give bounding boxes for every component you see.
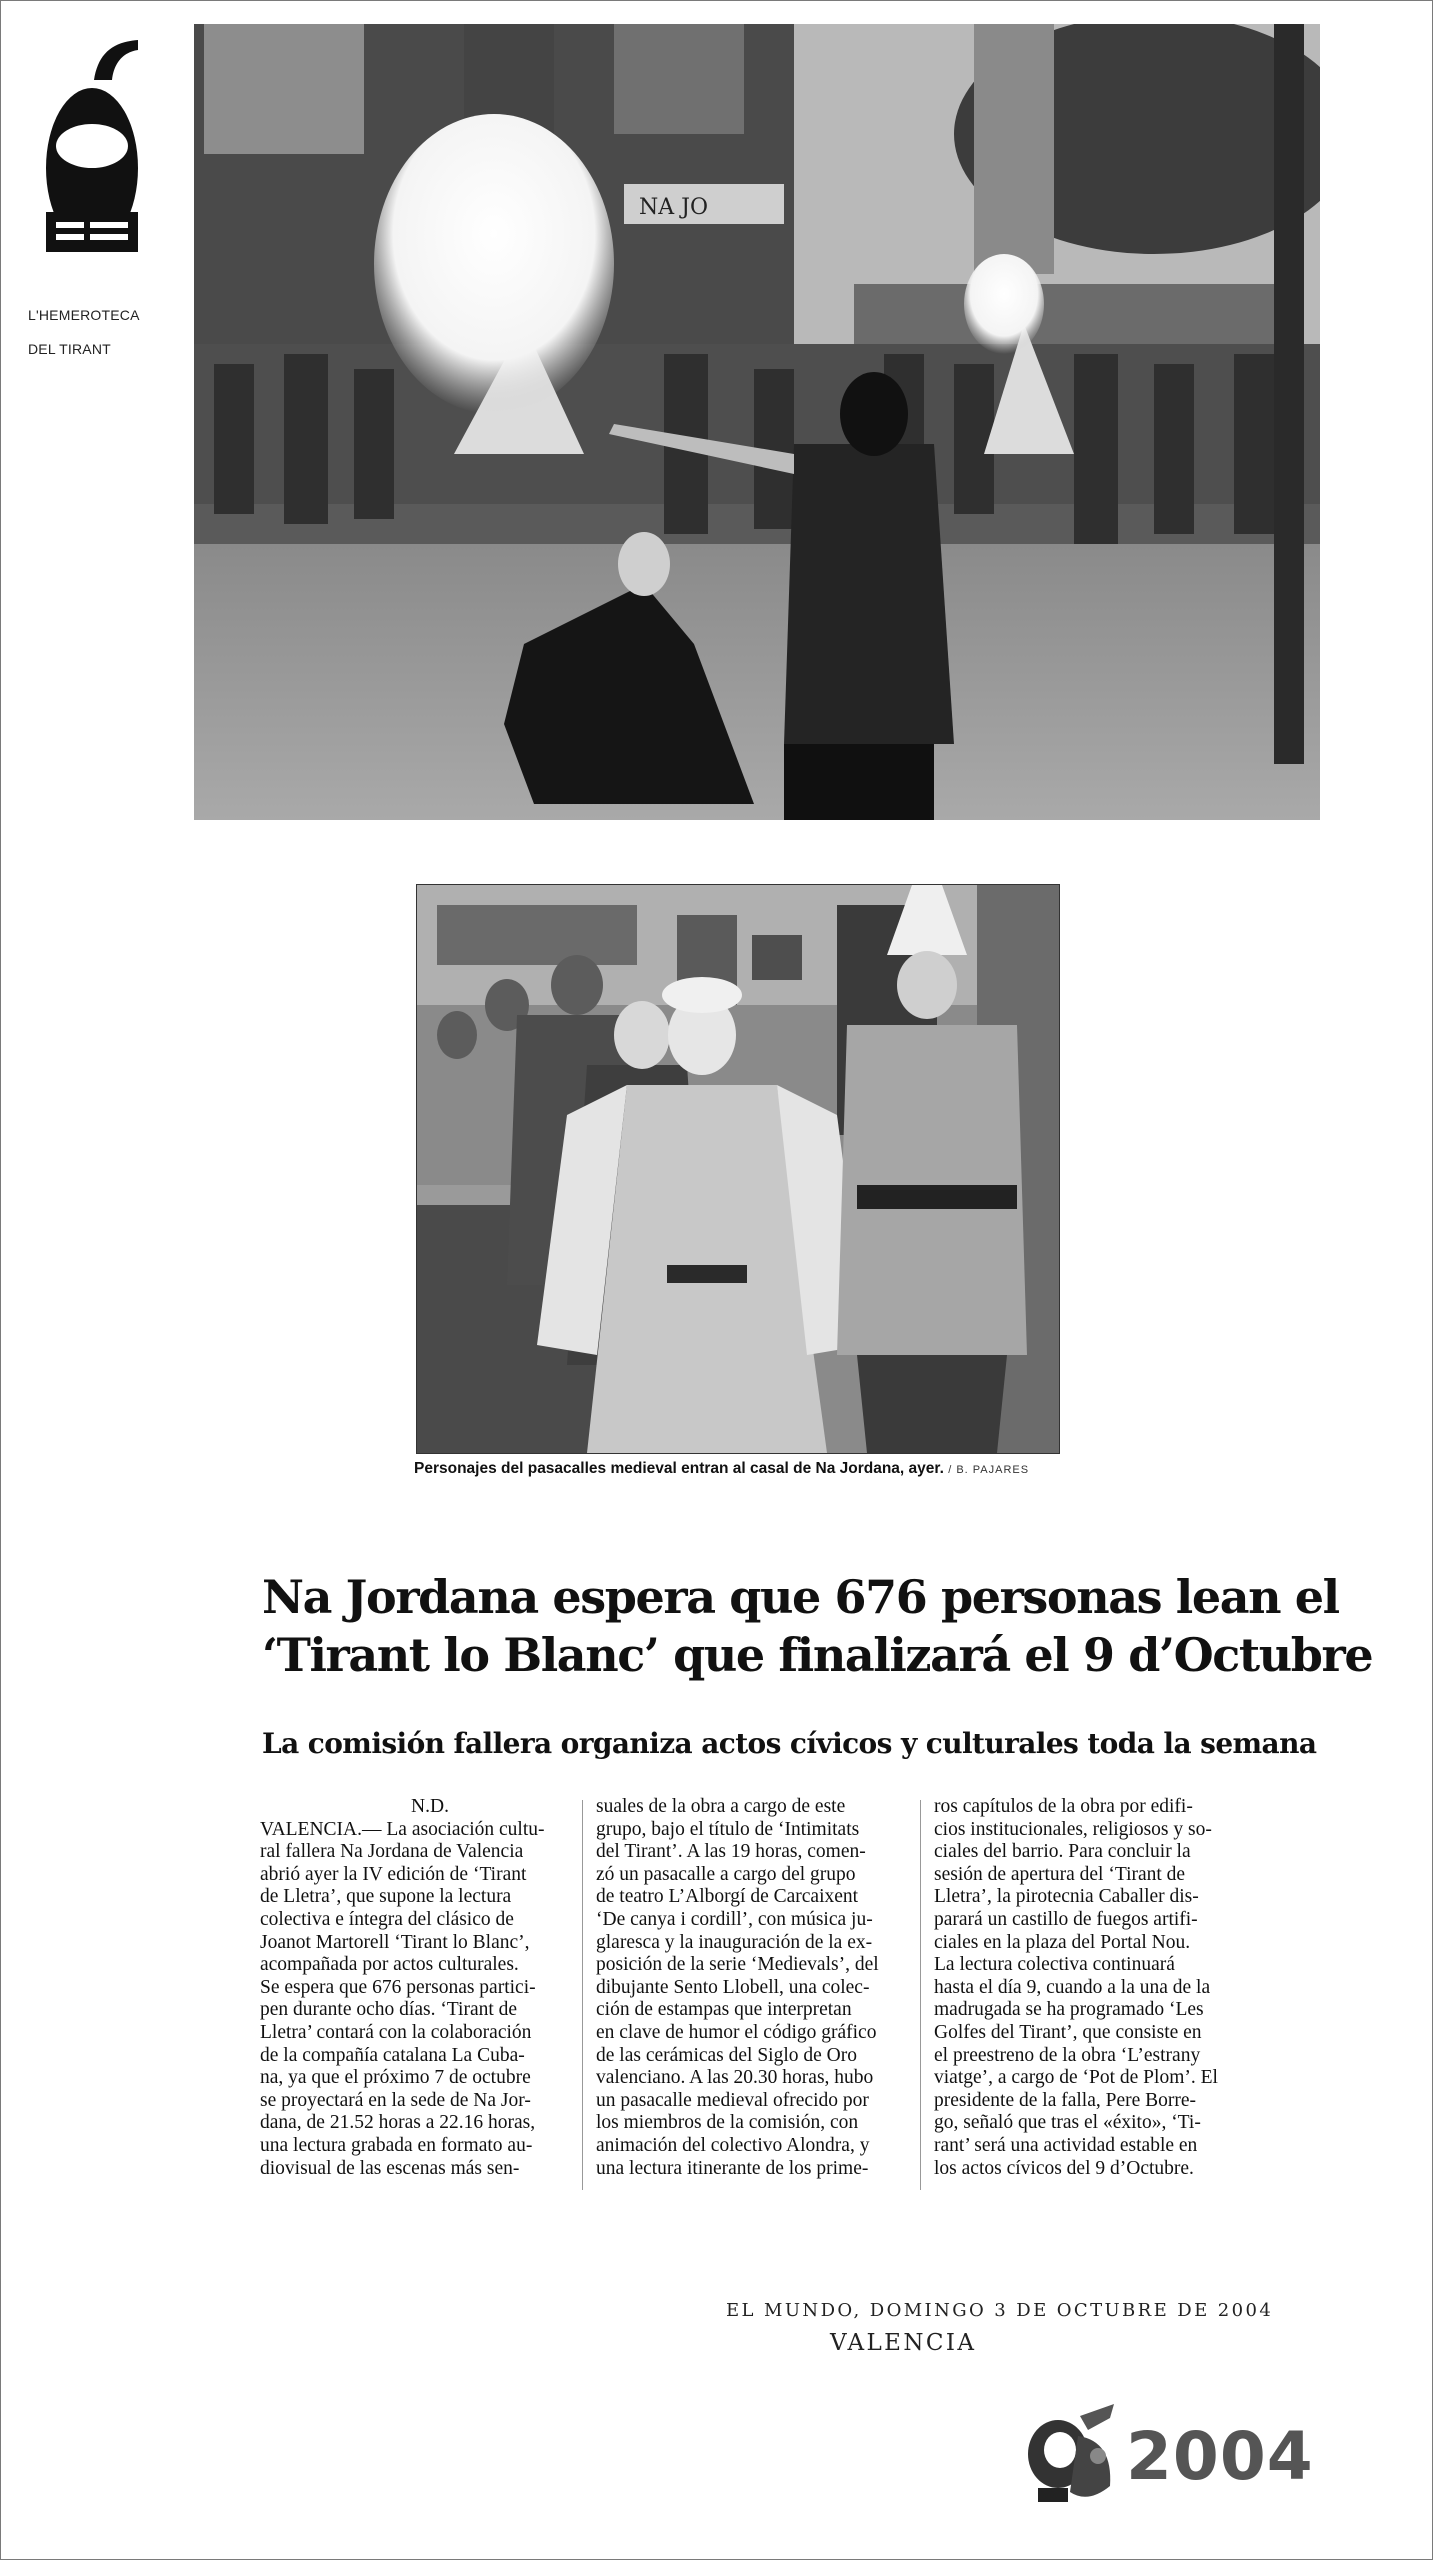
- article-column-3: [934, 1796, 1246, 2180]
- article-headline: [262, 1568, 1373, 1684]
- column-3-line: go, señaló que tras el «éxito», ‘Ti-: [934, 2112, 1201, 2134]
- column-divider: [920, 1800, 921, 2190]
- headline-line-1: Na Jordana espera que 676 personas lean el: [262, 1570, 1339, 1624]
- column-3-line: hasta el día 9, cuando a la una de la: [934, 1976, 1211, 1998]
- publication-section: VALENCIA: [830, 2330, 977, 2356]
- column-divider: [582, 1800, 583, 2190]
- column-3-line: rant’ será una actividad estable en: [934, 2134, 1198, 2156]
- column-1-line: Joanot Martorell ‘Tirant lo Blanc’,: [260, 1931, 530, 1953]
- column-1-line: colectiva e íntegra del clásico de: [260, 1908, 514, 1930]
- column-2-line: valenciano. A las 20.30 horas, hubo: [596, 2067, 874, 2089]
- column-1-line: una lectura grabada en formato au-: [260, 2134, 533, 2156]
- logo-line-1: L'HEMEROTECA: [28, 307, 140, 323]
- column-2-line: posición de la serie ‘Medievals’, del: [596, 1954, 879, 1976]
- tirant-knight-emblem-icon: [1018, 2396, 1128, 2510]
- logo-line-2: DEL TIRANT: [28, 341, 111, 357]
- article-column-1: [260, 1796, 570, 2180]
- column-2-line: de las cerámicas del Siglo de Oro: [596, 2044, 857, 2066]
- column-1-line: acompañada por actos culturales.: [260, 1954, 519, 1976]
- hemeroteca-logo: [28, 36, 168, 358]
- column-3-line: ciales en la plaza del Portal Nou.: [934, 1931, 1191, 1953]
- column-2-line: zó un pasacalle a cargo del grupo: [596, 1863, 856, 1885]
- column-1-line: Se espera que 676 personas partici-: [260, 1976, 536, 1998]
- column-3-line: los actos cívicos del 9 d’Octubre.: [934, 2157, 1194, 2179]
- column-1-line: se proyectará en la sede de Na Jor-: [260, 2089, 531, 2111]
- column-3-line: cios institucionales, religiosos y so-: [934, 1818, 1212, 1840]
- column-2-line: suales de la obra a cargo de este: [596, 1796, 846, 1817]
- storefront-sign: NA JO: [639, 195, 708, 220]
- column-1-line: de Lletra’, que supone la lectura: [260, 1886, 512, 1908]
- fire-juggler-photo: [194, 24, 1320, 820]
- column-3-line: ros capítulos de la obra por edifi-: [934, 1796, 1193, 1817]
- column-3-line: el preestreno de la obra ‘L’estrany: [934, 2044, 1201, 2066]
- column-2-line: los miembros de la comisión, con: [596, 2112, 859, 2134]
- column-1-line: ral fallera Na Jordana de Valencia: [260, 1841, 524, 1863]
- column-3-line: La lectura colectiva continuará: [934, 1954, 1175, 1976]
- headline-line-2: ‘Tirant lo Blanc’ que finalizará el 9 d’Octubre: [262, 1628, 1373, 1682]
- column-1-line: na, ya que el próximo 7 de octubre: [260, 2067, 531, 2089]
- column-3-line: Lletra’, la pirotecnia Caballer dis-: [934, 1886, 1199, 1908]
- column-1-line: de la compañía catalana La Cuba-: [260, 2044, 525, 2066]
- column-3-line: parará un castillo de fuegos artifi-: [934, 1908, 1198, 1930]
- article-byline: N.D.: [411, 1796, 449, 1817]
- column-2-line: una lectura itinerante de los prime-: [596, 2157, 869, 2179]
- publication-date: EL MUNDO, DOMINGO 3 DE OCTUBRE DE 2004: [726, 2300, 1274, 2321]
- column-3-line: ciales del barrio. Para concluir la: [934, 1841, 1191, 1863]
- column-1-line: Lletra’ contará con la colaboración: [260, 2021, 532, 2043]
- column-3-line: madrugada se ha programado ‘Les: [934, 1999, 1204, 2021]
- column-2-line: un pasacalle medieval ofrecido por: [596, 2089, 869, 2111]
- year-label: 2004: [1126, 2418, 1314, 2495]
- article-column-2: [596, 1796, 908, 2180]
- column-2-line: grupo, bajo el título de ‘Intimitats: [596, 1818, 860, 1840]
- column-3-line: viatge’, a cargo de ‘Pot de Plom’. El: [934, 2067, 1218, 2089]
- column-2-line: ‘De canya i cordill’, con música ju-: [596, 1908, 873, 1930]
- column-2-line: del Tirant’. A las 19 horas, comen-: [596, 1841, 866, 1863]
- column-3-line: presidente de la falla, Pere Borre-: [934, 2089, 1197, 2111]
- photo-caption: [414, 1460, 1074, 1478]
- column-1-line: diovisual de las escenas más sen-: [260, 2157, 520, 2179]
- article-subheadline: La comisión fallera organiza actos cívicos y culturales toda la semana: [262, 1727, 1317, 1760]
- column-1-line: dana, de 21.52 horas a 22.16 horas,: [260, 2112, 536, 2134]
- column-2-line: en clave de humor el código gráfico: [596, 2021, 877, 2043]
- column-2-line: animación del colectivo Alondra, y: [596, 2134, 870, 2156]
- photo-credit: / B. PAJARES: [948, 1464, 1030, 1476]
- column-2-line: de teatro L’Alborgí de Carcaixent: [596, 1886, 859, 1908]
- column-2-line: glaresca y la inauguración de la ex-: [596, 1931, 873, 1953]
- column-3-line: Golfes del Tirant’, que consiste en: [934, 2021, 1202, 2043]
- column-1-line: pen durante ocho días. ‘Tirant de: [260, 1999, 518, 2021]
- column-2-line: dibujante Sento Llobell, una colec-: [596, 1976, 870, 1998]
- logo-caption: [28, 290, 168, 358]
- column-1-line: VALENCIA.— La asociación cultu-: [260, 1818, 545, 1840]
- medieval-costume-parade-photo: [416, 884, 1060, 1454]
- caption-text: Personajes del pasacalles medieval entran al casal de Na Jordana, ayer.: [414, 1460, 944, 1477]
- hemeroteca-logo-icon: [28, 36, 138, 280]
- column-3-line: sesión de apertura del ‘Tirant de: [934, 1863, 1186, 1885]
- column-2-line: ción de estampas que interpretan: [596, 1999, 852, 2021]
- column-1-line: abrió ayer la IV edición de ‘Tirant: [260, 1863, 527, 1885]
